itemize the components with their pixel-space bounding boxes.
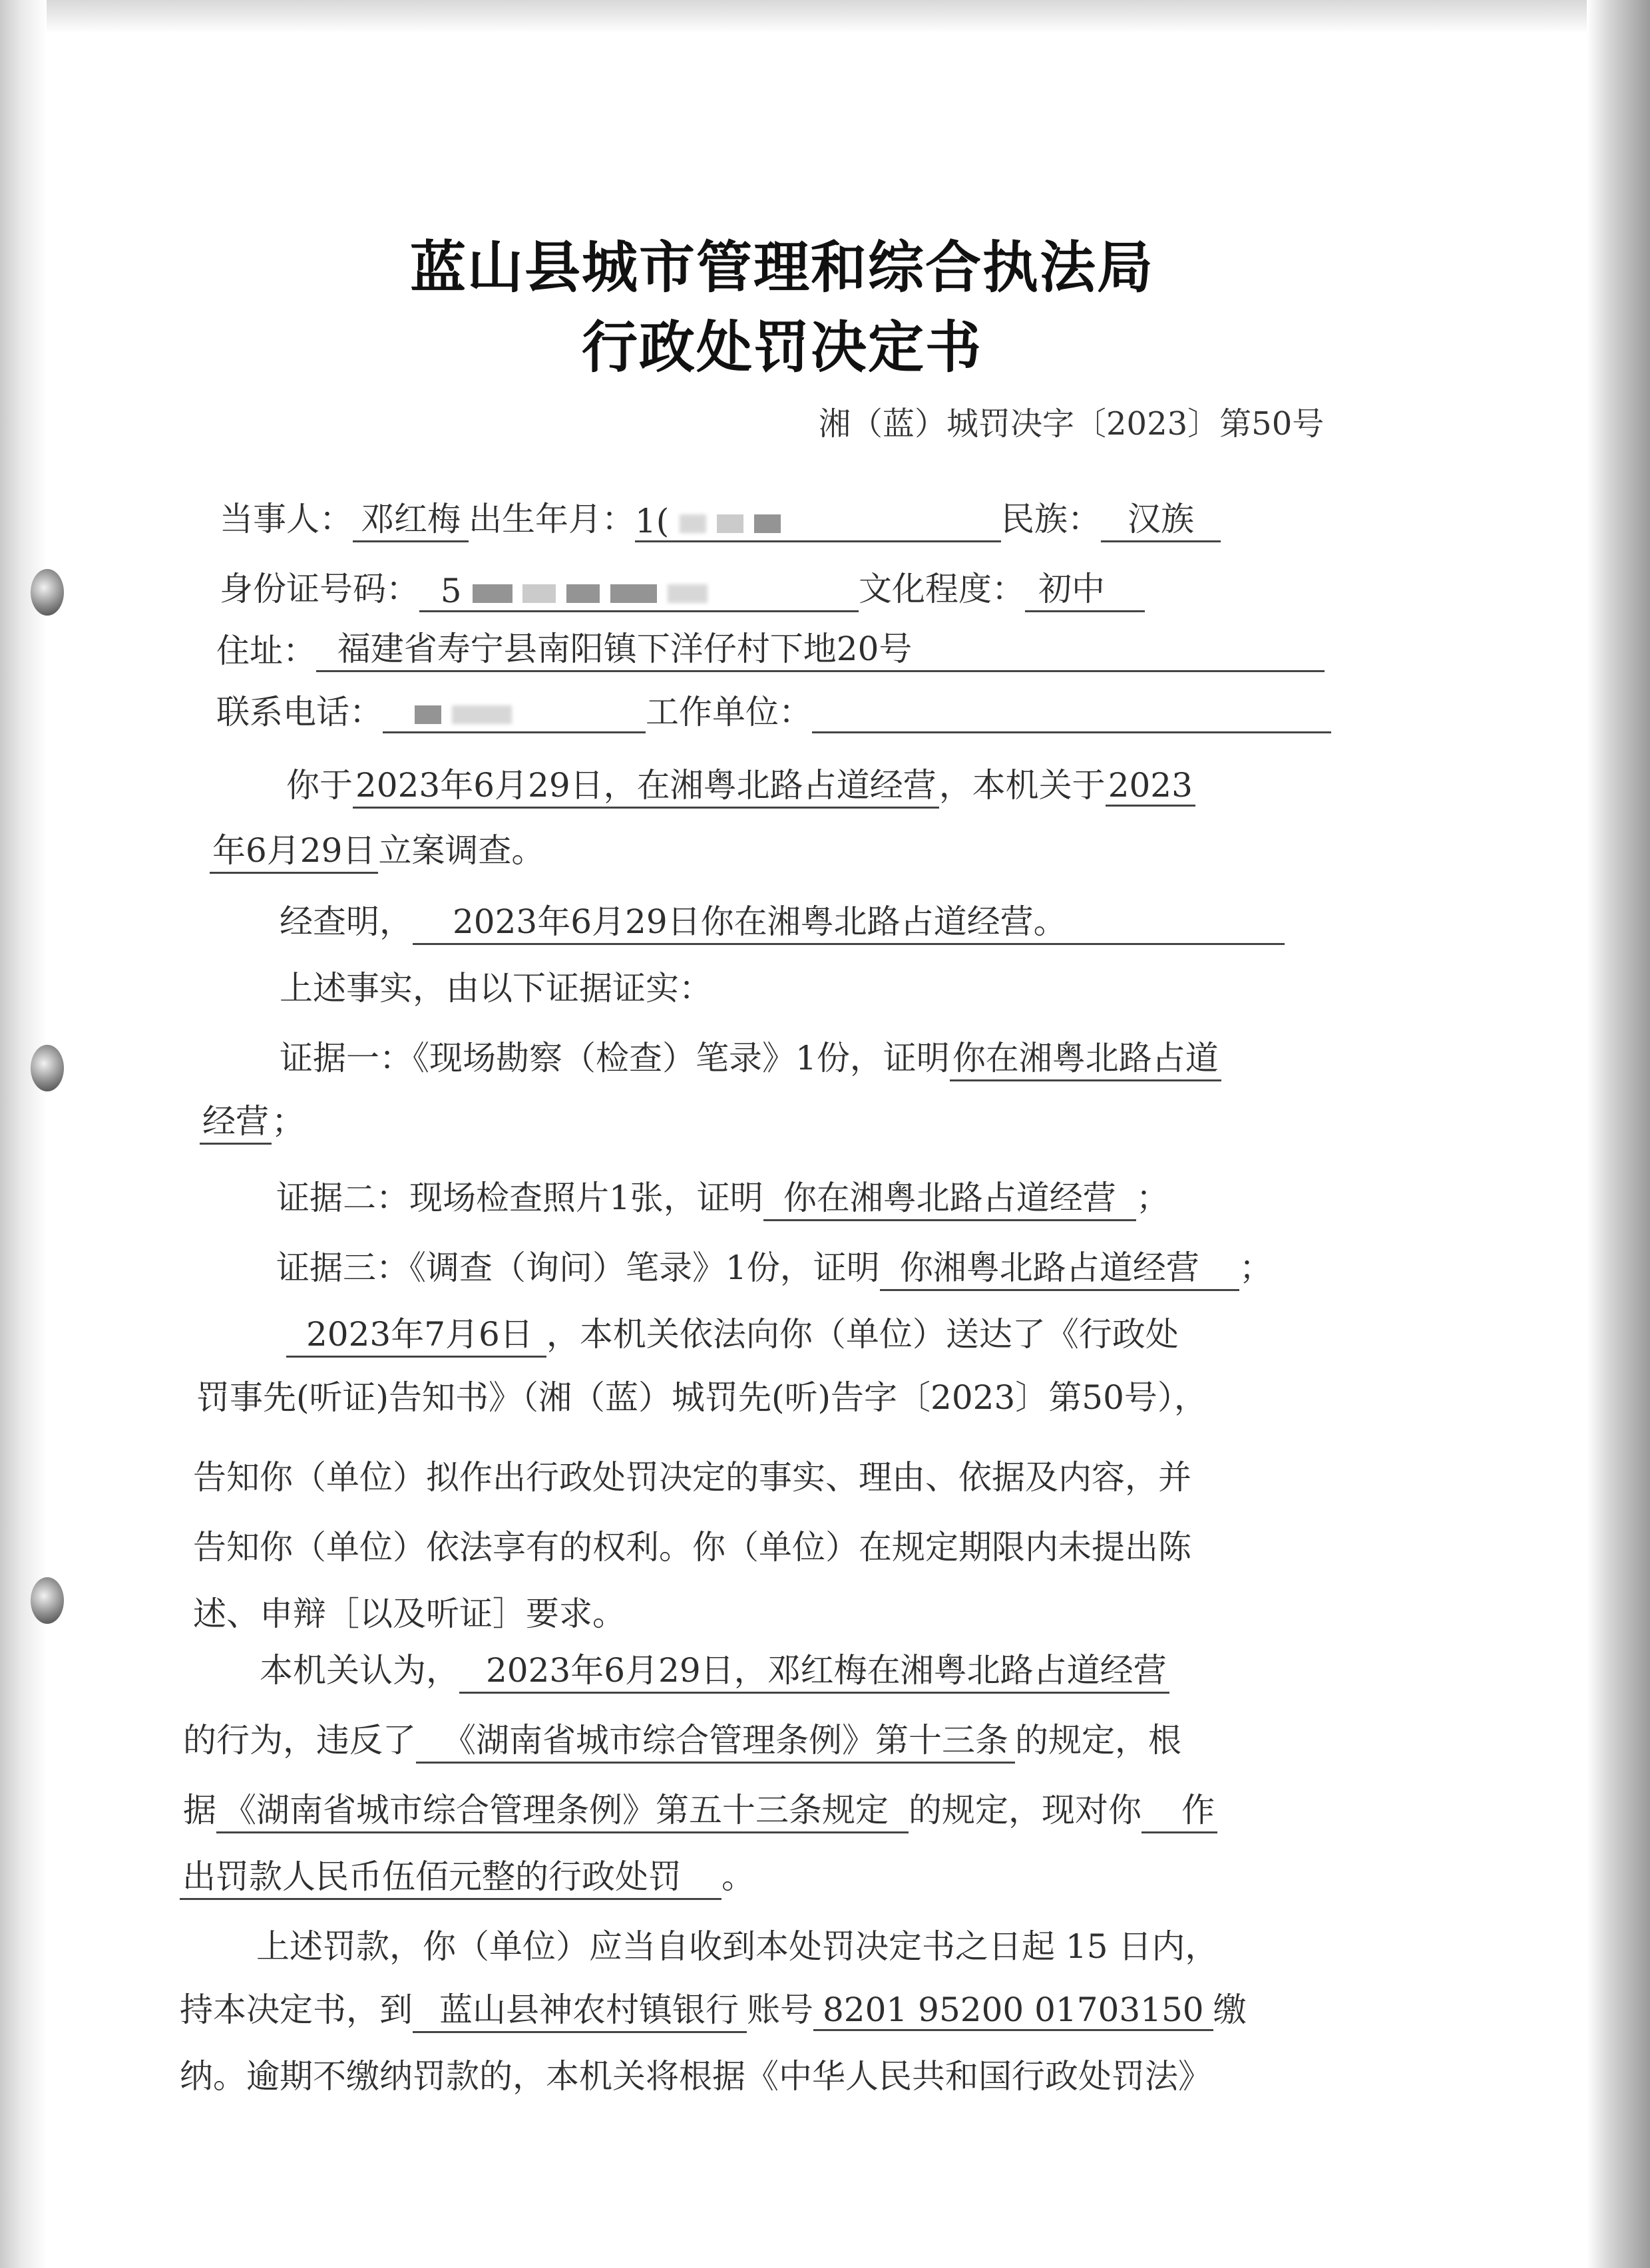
evidence-1-cont: 经营； — [200, 1095, 305, 1145]
paragraph-case-cont: 年6月29日立案调查。 — [210, 824, 544, 874]
party-line — [220, 492, 1221, 542]
employer-field — [812, 693, 1331, 733]
id-line — [220, 562, 1145, 612]
payment-line-1: 上述罚款，你（单位）应当自收到本处罚决定书之日起 15 日内， — [256, 1927, 1219, 1966]
birth-field: 1( — [635, 502, 974, 542]
payment-line-3: 纳。逾期不缴纳罚款的，本机关将根据《中华人民共和国行政处罚法》 — [180, 2057, 1211, 2096]
address-line — [216, 622, 1325, 672]
address-value: 福建省寿宁县南阳镇下洋仔村下地20号 — [337, 630, 913, 668]
phone-field — [383, 693, 646, 733]
binding-hole — [31, 1577, 64, 1624]
party-name: 邓红梅 — [353, 492, 469, 542]
evidence-3: 证据三：《调查（询问）笔录》1份，证明 你湘粤北路占道经营 ； — [276, 1241, 1273, 1291]
scan-right-edge — [1587, 0, 1650, 2268]
ethnicity-value: 汉族 — [1101, 492, 1221, 542]
contact-line — [216, 685, 1331, 733]
evidence-2: 证据二：现场检查照片1张，证明 你在湘粤北路占道经营 ； — [276, 1171, 1169, 1221]
binding-hole — [31, 569, 64, 616]
notice-line-1: 2023年7月6日 ，本机关依法向你（单位）送达了《行政处 — [286, 1308, 1179, 1358]
birth-label: 出生年月： — [469, 500, 635, 538]
agency-title: 蓝山县城市管理和综合执法局 — [409, 235, 1154, 300]
document-type-title: 行政处罚决定书 — [581, 315, 982, 380]
notice-line-3: 告知你（单位）拟作出行政处罚决定的事实、理由、依据及内容，并 — [193, 1458, 1191, 1497]
education-value: 初中 — [1025, 562, 1145, 612]
id-label: 身份证号码： — [220, 570, 419, 608]
conclusion-line-1: 本机关认为， 2023年6月29日，邓红梅在湘粤北路占道经营 — [260, 1644, 1169, 1694]
conclusion-line-4: 出罚款人民币伍佰元整的行政处罚 。 — [180, 1850, 755, 1900]
notice-line-4: 告知你（单位）依法享有的权利。你（单位）在规定期限内未提出陈 — [193, 1528, 1191, 1567]
conclusion-line-2: 的行为，违反了 《湖南省城市综合管理条例》第十三条 的规定，根 — [183, 1714, 1181, 1764]
address-label: 住址： — [216, 632, 316, 670]
name-label: 当事人： — [220, 500, 353, 538]
document-number: 湘（蓝）城罚决字〔2023〕第50号 — [819, 405, 1325, 443]
conclusion-line-3: 据 《湖南省城市综合管理条例》第五十三条规定 的规定，现对你 作 — [183, 1784, 1217, 1833]
employer-label: 工作单位： — [646, 693, 812, 731]
scan-top-edge — [47, 0, 1587, 33]
id-number-field: 5 — [419, 572, 832, 612]
paragraph-evidence-intro: 上述事实，由以下证据证实： — [280, 969, 712, 1008]
paragraph-case: 你于2023年6月29日，在湘粤北路占道经营，本机关于2023 — [286, 759, 1195, 809]
address-field — [316, 622, 1325, 672]
evidence-1: 证据一：《现场勘察（检查）笔录》1份，证明你在湘粤北路占道 — [280, 1032, 1221, 1081]
binding-hole — [31, 1045, 64, 1091]
phone-label: 联系电话： — [216, 693, 383, 731]
payment-line-2: 持本决定书，到 蓝山县神农村镇银行 账号 8201 95200 01703150 缴 — [180, 1983, 1247, 2033]
notice-line-5: 述、申辩［以及听证］要求。 — [193, 1595, 626, 1633]
notice-line-2: 罚事先(听证)告知书》（湘（蓝）城罚先(听)告字〔2023〕第50号）， — [196, 1378, 1207, 1417]
education-label: 文化程度： — [859, 570, 1025, 608]
ethnicity-label: 民族： — [1001, 500, 1101, 538]
paragraph-findings: 经查明， 2023年6月29日你在湘粤北路占道经营。 — [280, 895, 1285, 945]
